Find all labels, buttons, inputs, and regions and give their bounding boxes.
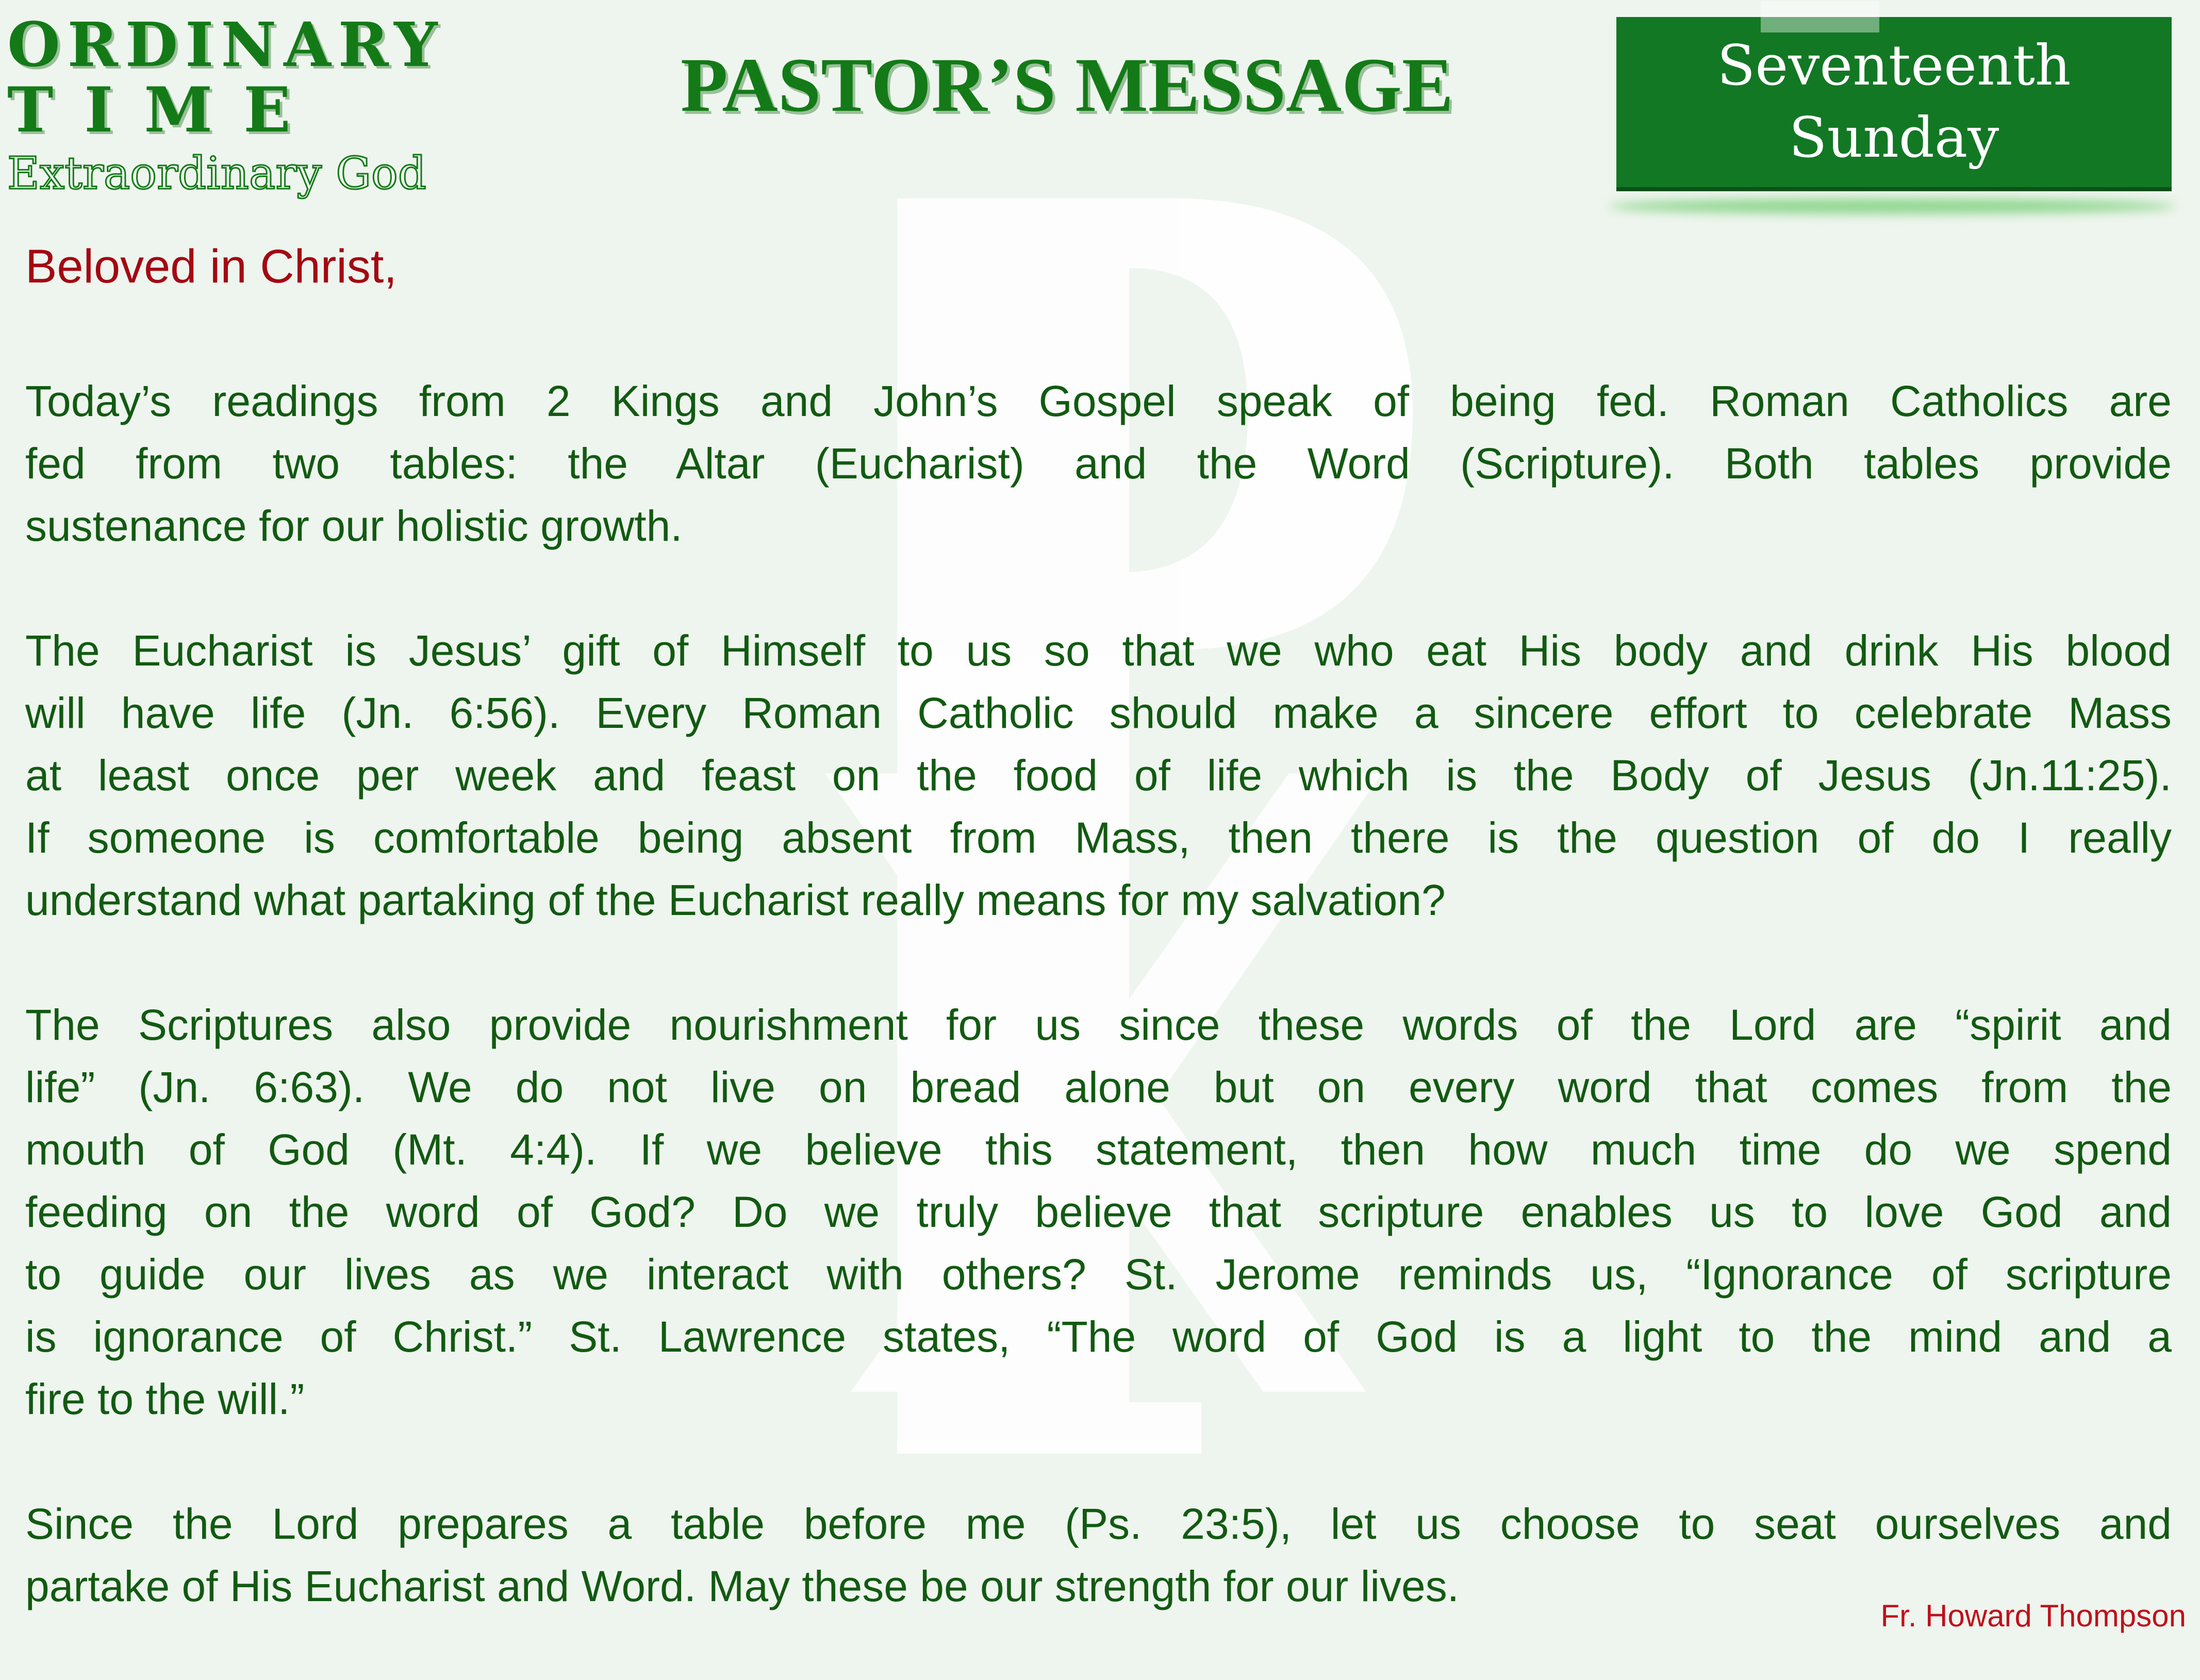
badge-glow (1609, 198, 2176, 214)
paragraph-line: sustenance for our holistic growth. (25, 502, 683, 550)
page-title: PASTOR’S MESSAGE (681, 42, 1453, 128)
greeting: Beloved in Christ, (25, 240, 397, 293)
paragraph-line: partake of His Eucharist and Word. May these be our strength for our lives. (25, 1562, 1460, 1610)
paragraph-line: will have life (Jn. 6:56). Every Roman Catholic should make a sincere effort to celebrate Mass (25, 689, 2172, 737)
paragraph-line: at least once per week and feast on the food of life which is the Body of Jesus (Jn.11:25). (25, 751, 2172, 800)
logo-line-time: TIME (7, 74, 322, 146)
paragraph-line: If someone is comfortable being absent from Mass, then there is the question of do I really (25, 813, 2172, 862)
paragraph (25, 994, 2172, 1431)
paragraph-line: to guide our lives as we interact with others? St. Jerome reminds us, “Ignorance of scripture (25, 1250, 2172, 1299)
paragraph-line: is ignorance of Christ.” St. Lawrence states, “The word of God is a light to the mind and a (25, 1312, 2172, 1361)
paragraph (25, 620, 2172, 932)
logo-tagline: Extraordinary God (7, 148, 426, 199)
message-body (25, 370, 2172, 1680)
sunday-badge (1616, 17, 2172, 187)
paragraph (25, 1493, 2172, 1618)
paragraph-line: Since the Lord prepares a table before me (Ps. 23:5), let us choose to seat ourselves and (25, 1500, 2172, 1548)
badge-line-1: Seventeenth (1717, 34, 2071, 98)
paragraph-line: fire to the will.” (25, 1375, 305, 1423)
paragraph-line: life” (Jn. 6:63). We do not live on bread alone but on every word that comes from the (25, 1063, 2172, 1111)
paragraph-line: mouth of God (Mt. 4:4). If we believe this statement, then how much time do we spend (25, 1125, 2172, 1174)
signature: Fr. Howard Thompson (1880, 1599, 2186, 1633)
paragraph-line: fed from two tables: the Altar (Eucharist) and the Word (Scripture). Both tables provide (25, 439, 2172, 488)
paragraph-line: Today’s readings from 2 Kings and John’s Gospel speak of being fed. Roman Catholics are (25, 377, 2172, 425)
paragraph-line: feeding on the word of God? Do we truly believe that scripture enables us to love God and (25, 1188, 2172, 1236)
paragraph-line: The Scriptures also provide nourishment for us since these words of the Lord are “spirit and (25, 1001, 2172, 1049)
badge-line-2: Sunday (1789, 106, 1999, 170)
paragraph-line: understand what partaking of the Eucharist really means for my salvation? (25, 876, 1446, 924)
paragraph-line: The Eucharist is Jesus’ gift of Himself to us so that we who eat His body and drink His blood (25, 626, 2172, 675)
logo-line-ordinary: ORDINARY (7, 9, 445, 80)
ordinary-time-logo (7, 9, 574, 202)
paragraph (25, 370, 2172, 557)
